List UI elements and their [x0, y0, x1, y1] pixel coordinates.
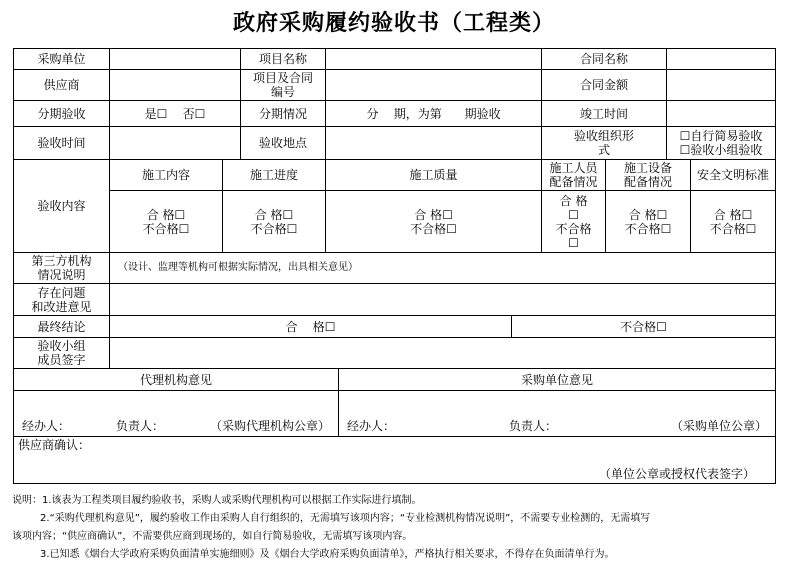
- row-conclusion: [14, 316, 776, 338]
- row-installment: [14, 101, 776, 127]
- buyer-signature-line: [341, 419, 773, 433]
- agency-handler-label: 经办人：: [22, 419, 71, 433]
- content-mark[interactable]: 合 格☐ 不合格☐: [223, 191, 326, 253]
- buyer-label: 采购单位: [14, 49, 110, 70]
- content-header: 施工设备 配备情况: [606, 160, 691, 191]
- buyer-seal-label: （采购单位公章）: [671, 419, 768, 433]
- completion-time-value[interactable]: [667, 101, 776, 127]
- installment-status-value: 分 期，为第 期验收: [326, 101, 542, 127]
- acceptance-place-value[interactable]: [326, 127, 542, 160]
- conclusion-label: 最终结论: [14, 316, 110, 338]
- supplier-confirm-label: 供应商确认：: [18, 438, 91, 452]
- contract-name-label: 合同名称: [542, 49, 667, 70]
- content-mark[interactable]: 合 格☐ 不合格☐: [691, 191, 776, 253]
- content-header: 安全文明标准: [691, 160, 776, 191]
- installment-label: 分期验收: [14, 101, 110, 127]
- issues-value[interactable]: [110, 284, 776, 316]
- contract-amount-value[interactable]: [667, 70, 776, 101]
- note-line-2: 2.“采购代理机构意见”，履约验收工作由采购人自行组织的，无需填写该项内容；“专业检测机构情况说明”，不需要专业检测的，无需填写: [40, 513, 651, 524]
- row-buyer: [14, 49, 776, 70]
- row-supplier: [14, 70, 776, 101]
- project-contract-no-value[interactable]: [326, 70, 542, 101]
- buyer-opinion-header: 采购单位意见: [339, 369, 776, 391]
- project-contract-no-label: 项目及合同 编号: [241, 70, 326, 101]
- third-party-label: 第三方机构 情况说明: [14, 253, 110, 284]
- contract-amount-label: 合同金额: [542, 70, 667, 101]
- buyer-handler-label: 经办人：: [347, 419, 396, 433]
- content-mark[interactable]: 合 格☐ 不合格☐: [326, 191, 542, 253]
- content-header: 施工内容: [110, 160, 223, 191]
- agency-responsible-label: 负责人：: [116, 419, 165, 433]
- content-mark[interactable]: 合 格 ☐ 不合格 ☐: [542, 191, 606, 253]
- conclusion-fail[interactable]: 不合格☐: [512, 316, 776, 338]
- buyer-opinion-box[interactable]: [339, 391, 776, 437]
- supplier-confirm-seal: （单位公章或授权代表签字）: [599, 467, 756, 481]
- agency-signature-line: [16, 419, 336, 433]
- document-title: 政府采购履约验收书（工程类）: [232, 10, 555, 36]
- content-mark[interactable]: 合 格☐ 不合格☐: [110, 191, 223, 253]
- supplier-label: 供应商: [14, 70, 110, 101]
- row-third-party: [14, 253, 776, 284]
- contract-name-value[interactable]: [667, 49, 776, 70]
- row-team-sign: [14, 338, 776, 369]
- row-issues: [14, 284, 776, 316]
- acceptance-place-label: 验收地点: [241, 127, 326, 160]
- content-label: 验收内容: [14, 160, 110, 253]
- team-sign-label: 验收小组 成员签字: [14, 338, 110, 369]
- acceptance-form-table: [13, 48, 776, 484]
- installment-options[interactable]: 是☐ 否☐: [110, 101, 241, 127]
- team-sign-value[interactable]: [110, 338, 776, 369]
- content-mark[interactable]: 合 格☐ 不合格☐: [606, 191, 691, 253]
- org-form-options[interactable]: ☐自行简易验收 ☐验收小组验收: [667, 127, 776, 160]
- buyer-value[interactable]: [110, 49, 241, 70]
- installment-status-label: 分期情况: [241, 101, 326, 127]
- row-content-marks: [14, 191, 776, 253]
- project-name-value[interactable]: [326, 49, 542, 70]
- row-acceptance-time: [14, 127, 776, 160]
- content-header: 施工质量: [326, 160, 542, 191]
- project-name-label: 项目名称: [241, 49, 326, 70]
- row-opinion-signatures: [14, 391, 776, 437]
- agency-seal-label: （采购代理机构公章）: [210, 419, 331, 433]
- third-party-note[interactable]: （设计、监理等机构可根据实际情况，出具相关意见）: [110, 253, 776, 284]
- conclusion-pass[interactable]: 合 格☐: [110, 316, 512, 338]
- note-line-4: 3.已知悉《烟台大学政府采购负面清单实施细则》及《烟台大学政府采购负面清单》，严格执行相关要求，不得存在负面清单行为。: [40, 549, 615, 560]
- note-line-3: 该项内容；“供应商确认”，不需要供应商到现场的，如自行简易验收，无需填写该项内容。: [12, 531, 413, 542]
- row-supplier-confirm: [14, 437, 776, 484]
- notes: [12, 492, 776, 564]
- completion-time-label: 竣工时间: [542, 101, 667, 127]
- issues-label: 存在问题 和改进意见: [14, 284, 110, 316]
- supplier-value[interactable]: [110, 70, 241, 101]
- agency-opinion-box[interactable]: [14, 391, 339, 437]
- agency-opinion-header: 代理机构意见: [14, 369, 339, 391]
- org-form-label: 验收组织形 式: [542, 127, 667, 160]
- acceptance-time-label: 验收时间: [14, 127, 110, 160]
- content-header: 施工人员 配备情况: [542, 160, 606, 191]
- row-opinion-headers: [14, 369, 776, 391]
- buyer-responsible-label: 负责人：: [509, 419, 558, 433]
- row-content-headers: [14, 160, 776, 191]
- supplier-confirm-box[interactable]: [14, 437, 776, 484]
- content-header: 施工进度: [223, 160, 326, 191]
- acceptance-time-value[interactable]: [110, 127, 241, 160]
- note-line-1: 说明：1.该表为工程类项目履约验收书，采购人或采购代理机构可以根据工作实际进行填制。: [12, 495, 422, 506]
